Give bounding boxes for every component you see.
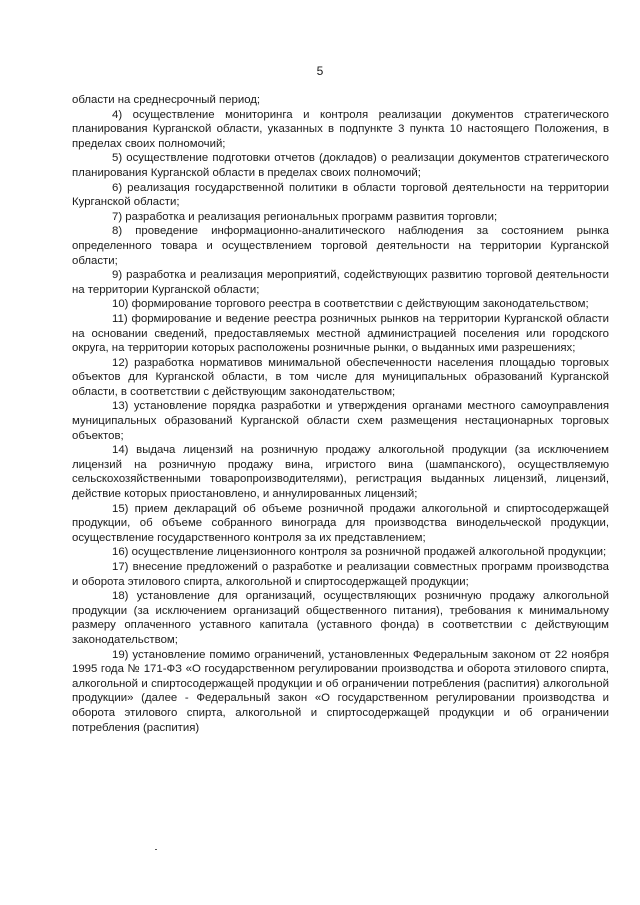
list-item: 8) проведение информационно-аналитического наблюдения за состоянием рынка определенного товара и осуществлением торговой деятельности на территории Курганской области; bbox=[72, 225, 609, 267]
page-number: 5 bbox=[316, 64, 324, 78]
list-item: 6) реализация государственной политики в области торговой деятельности на территории Курганской области; bbox=[72, 181, 609, 209]
list-item: 19) установление помимо ограничений, установленных Федеральным законом от 22 ноября 1995 года № 171-ФЗ «О государственном регулировании производства и оборота этилового спирта, алкогольной и спиртосодержащей продукции и об ограничении потребления (распития) алкогольной продукции» (далее - Федеральный закон «О государственном регулировании производства и оборота этилового спирта, алкогольной и спиртосодержащей продукции и об ограничении потребления (распития) bbox=[72, 648, 609, 734]
list-item: 16) осуществление лицензионного контроля за розничной продажей алкогольной продукции; bbox=[112, 546, 607, 559]
list-item: 14) выдача лицензий на розничную продажу алкогольной продукции (за исключением лицензий на розничную продажу вина, игристого вина (шампанского), осуществляемую сельскохозяйственными товаропроизводителями), регистрация выданных лицензий, лицензий, действие которых приостановлено, и аннулированных лицензий; bbox=[72, 444, 609, 501]
list-item: 13) установление порядка разработки и утверждения органами местного самоуправления муниципальных образований Курганской области схем размещения нестационарных торговых объектов; bbox=[72, 400, 609, 442]
list-item: 7) разработка и реализация региональных программ развития торговли; bbox=[112, 210, 498, 223]
list-item: 12) разработка нормативов минимальной обеспеченности населения площадью торговых объектов для Курганской области, в том числе для муниципальных образований Курганской области, в соответствии с действующим законодательством; bbox=[72, 356, 609, 398]
list-item: 15) прием деклараций об объеме розничной продажи алкогольной и спиртосодержащей продукции, об объеме собранного винограда для производства винодельческой продукции, осуществление государственного контроля за их представлением; bbox=[72, 502, 609, 544]
list-item: 17) внесение предложений о разработке и реализации совместных программ производства и оборота этилового спирта, алкогольной и спиртосодержащей продукции; bbox=[72, 561, 609, 588]
list-item: 9) разработка и реализация мероприятий, содействующих развитию торговой деятельности на территории Курганской области; bbox=[72, 269, 609, 296]
document-body bbox=[72, 93, 609, 735]
list-item: 4) осуществление мониторинга и контроля реализации документов стратегического планирования Курганской области, указанных в подпункте 3 пункта 10 настоящего Положения, в пределах своих полномочий; bbox=[72, 108, 609, 150]
list-item: 18) установление для организаций, осуществляющих розничную продажу алкогольной продукции (за исключением организаций общественного питания), требования к минимальному размеру оплаченного уставного капитала (уставного фонда) в соответствии с действующим законодательством; bbox=[72, 590, 609, 646]
continuation-paragraph: области на среднесрочный период; bbox=[72, 94, 261, 106]
list-item: 10) формирование торгового реестра в соответствии с действующим законодательством; bbox=[112, 298, 589, 311]
list-item: 5) осуществление подготовки отчетов (докладов) о реализации документов стратегического планирования Курганской области в пределах своих полномочий; bbox=[72, 152, 609, 179]
scan-artifact bbox=[155, 849, 157, 850]
list-item: 11) формирование и ведение реестра розничных рынков на территории Курганской области на основании сведений, предоставляемых местной администрацией поселения или городского округа, на территории которых расположены розничные рынки, о выданных ими разрешениях; bbox=[72, 312, 609, 355]
